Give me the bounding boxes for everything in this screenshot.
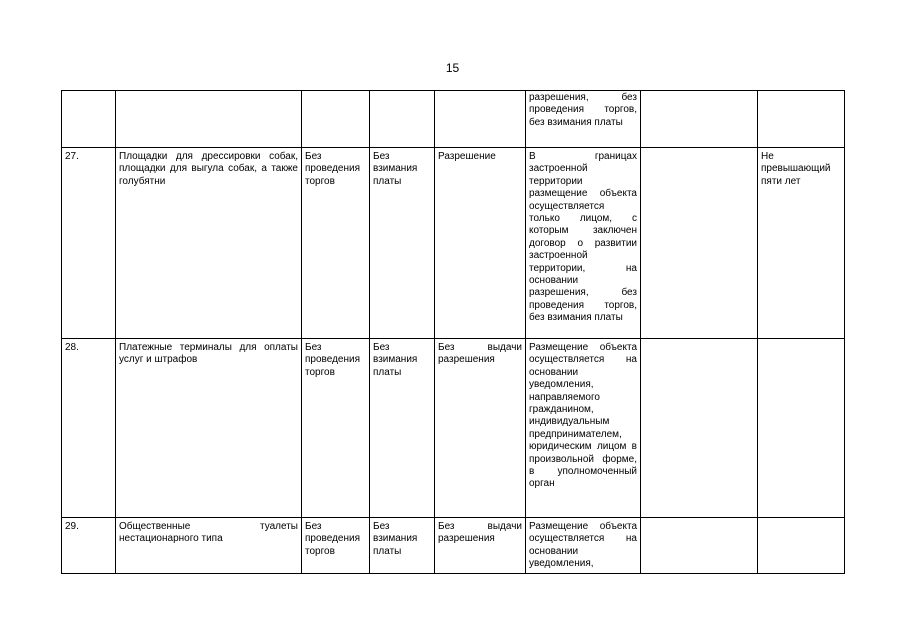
term-cell: Не превышающий пяти лет bbox=[758, 148, 845, 339]
page-number: 15 bbox=[445, 61, 460, 75]
term-cell bbox=[758, 518, 845, 574]
row-number-cell: 27. bbox=[62, 148, 116, 339]
basis-cell bbox=[302, 91, 370, 148]
basis-cell: Без проведения торгов bbox=[302, 339, 370, 518]
empty-cell bbox=[641, 91, 758, 148]
table-row bbox=[62, 91, 845, 148]
fee-cell: Без взимания платы bbox=[370, 148, 435, 339]
conditions-cell: Размещение объекта осуществляется на основании уведомления, направляемого гражданином, индивидуальным предпринимателем, юридическим лицом в произвольной форме, в уполномоченный орган bbox=[526, 339, 641, 518]
fee-cell: Без взимания платы bbox=[370, 518, 435, 574]
document-table bbox=[61, 90, 845, 574]
term-cell bbox=[758, 91, 845, 148]
fee-cell: Без взимания платы bbox=[370, 339, 435, 518]
permit-cell: Без выдачи разрешения bbox=[435, 339, 526, 518]
permit-cell: Без выдачи разрешения bbox=[435, 518, 526, 574]
empty-cell bbox=[641, 518, 758, 574]
row-number-cell: 28. bbox=[62, 339, 116, 518]
object-name-cell bbox=[116, 91, 302, 148]
basis-cell: Без проведения торгов bbox=[302, 518, 370, 574]
permit-cell: Разрешение bbox=[435, 148, 526, 339]
conditions-cell: В границах застроенной территории размещение объекта осуществляется только лицом, с которым заключен договор о развитии застроенной территории, на основании разрешения, без проведения торгов, без взимания платы bbox=[526, 148, 641, 339]
row-number-cell: 29. bbox=[62, 518, 116, 574]
table-row bbox=[62, 148, 845, 339]
table-row bbox=[62, 518, 845, 574]
permit-cell bbox=[435, 91, 526, 148]
empty-cell bbox=[641, 148, 758, 339]
object-name-cell: Общественные туалеты нестационарного типа bbox=[116, 518, 302, 574]
object-name-cell: Платежные терминалы для оплаты услуг и штрафов bbox=[116, 339, 302, 518]
conditions-cell: Размещение объекта осуществляется на основании уведомления, bbox=[526, 518, 641, 574]
fee-cell bbox=[370, 91, 435, 148]
term-cell bbox=[758, 339, 845, 518]
empty-cell bbox=[641, 339, 758, 518]
table-row bbox=[62, 339, 845, 518]
conditions-cell: разрешения, без проведения торгов, без взимания платы bbox=[526, 91, 641, 148]
basis-cell: Без проведения торгов bbox=[302, 148, 370, 339]
object-name-cell: Площадки для дрессировки собак, площадки для выгула собак, а также голубятни bbox=[116, 148, 302, 339]
row-number-cell bbox=[62, 91, 116, 148]
